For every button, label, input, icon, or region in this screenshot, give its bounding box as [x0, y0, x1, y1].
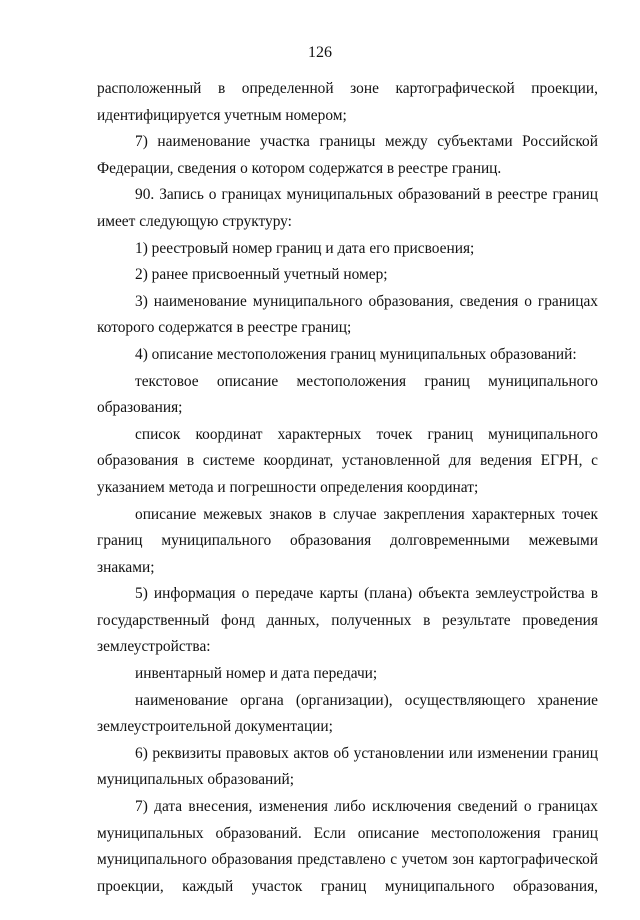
paragraph-item-7-border-segment: 7) наименование участка границы между субъектами Российской Федерации, сведения о котором содержатся в реестре границ.	[97, 133, 598, 177]
paragraph-section-90: 90. Запись о границах муниципальных образований в реестре границ имеет следующую структуру:	[97, 186, 598, 230]
paragraph-item-2: 2) ранее присвоенный учетный номер;	[135, 266, 388, 284]
paragraph-storage-organization: наименование органа (организации), осуществляющего хранение землеустроительной документации;	[97, 691, 598, 736]
paragraph-item-7-dates: 7) дата внесения, изменения либо исключения сведений о границах муниципальных образований. Если описание местоположения границ муниципального образования представлено с учетом зон картографической проекции, каждый участок границ муниципального образования,	[97, 798, 598, 895]
paragraph-boundary-markers: описание межевых знаков в случае закрепления характерных точек границ муниципального образования долговременными межевыми знаками;	[97, 505, 598, 576]
paragraph-inventory-number: инвентарный номер и дата передачи;	[135, 665, 378, 683]
document-body	[97, 76, 598, 900]
paragraph-continuation: расположенный в определенной зоне картографической проекции, идентифицируется учетным номером;	[97, 80, 598, 124]
paragraph-item-5: 5) информация о передаче карты (плана) объекта землеустройства в государственный фонд данных, полученных в результате проведения землеустройства:	[97, 585, 598, 656]
paragraph-item-3: 3) наименование муниципального образования, сведения о границах которого содержатся в реестре границ;	[97, 292, 598, 337]
page-number: 126	[308, 44, 332, 61]
paragraph-item-6: 6) реквизиты правовых актов об установлении или изменении границ муниципальных образований;	[97, 744, 598, 789]
paragraph-item-1: 1) реестровый номер границ и дата его присвоения;	[135, 239, 475, 257]
paragraph-text-description: текстовое описание местоположения границ муниципального образования;	[97, 372, 598, 417]
paragraph-item-4: 4) описание местоположения границ муниципальных образований:	[135, 345, 577, 363]
paragraph-coordinates-list: список координат характерных точек границ муниципального образования в системе координат, установленной для ведения ЕГРН, с указанием метода и погрешности определения координат;	[97, 425, 598, 496]
